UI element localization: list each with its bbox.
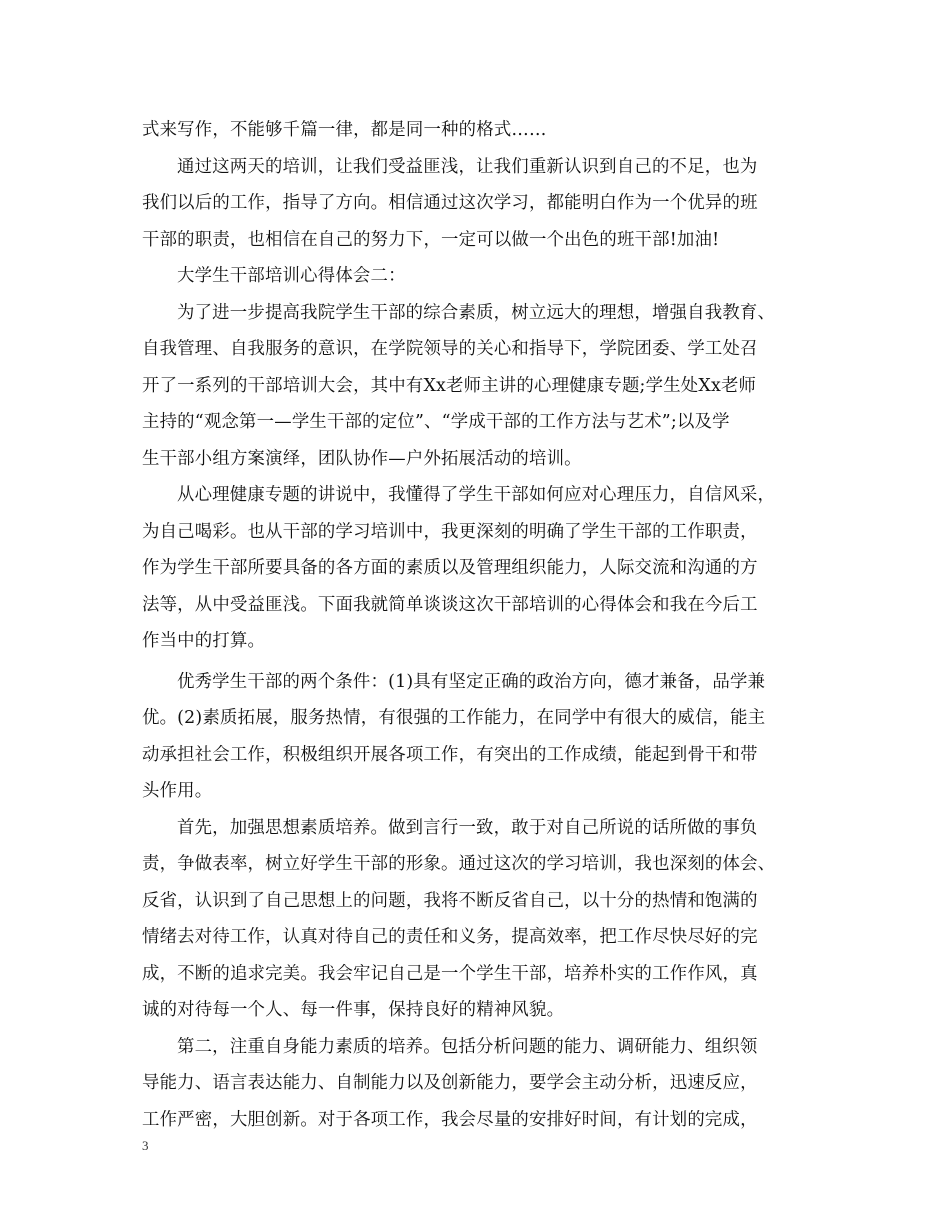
section-heading: 大学生干部培训心得体会二： <box>177 266 406 286</box>
text-line: 我们以后的工作，指导了方向。相信通过这次学习，都能明白作为一个优异的班 <box>142 193 758 213</box>
text-line: 法等，从中受益匪浅。下面我就简单谈谈这次干部培训的心得体会和我在今后工 <box>142 594 758 615</box>
text-line: 工作严密，大胆创新。对于各项工作，我会尽量的安排好时间，有计划的完成， <box>142 1109 758 1130</box>
paragraph-first-line: 从心理健康专题的讲说中，我懂得了学生干部如何应对心理压力，自信风采， <box>177 485 776 505</box>
text-line: 头作用。 <box>142 781 213 801</box>
paragraph-first-line: 首先，加强思想素质培养。做到言行一致，敢于对自己所说的话所做的事负 <box>177 817 758 838</box>
text-line: 干部的职责，也相信在自己的努力下，一定可以做一个出色的班干部!加油! <box>142 229 720 250</box>
page-number: 3 <box>142 1138 149 1153</box>
text-line: 情绪去对待工作，认真对待自己的责任和义务，提高效率，把工作尽快尽好的完 <box>142 927 758 947</box>
paragraph-first-line: 优秀学生干部的两个条件：(1)具有坚定正确的政治方向，德才兼备，品学兼 <box>177 671 766 692</box>
text-line: 优。(2)素质拓展，服务热情，有很强的工作能力，在同学中有很大的威信，能主 <box>142 708 766 728</box>
text-line: 开了一系列的干部培训大会，其中有Xx老师主讲的心理健康专题;学生处Xx老师 <box>142 375 757 396</box>
text-line: 责，争做表率，树立好学生干部的形象。通过这次的学习培训，我也深刻的体会、 <box>142 854 776 874</box>
text-line: 为自己喝彩。也从干部的学习培训中，我更深刻的明确了学生干部的工作职责， <box>142 521 758 542</box>
text-line: 作为学生干部所要具备的各方面的素质以及管理组织能力，人际交流和沟通的方 <box>142 558 758 578</box>
document-body <box>142 112 822 1138</box>
text-line: 反省，认识到了自己思想上的问题，我将不断反省自己，以十分的热情和饱满的 <box>142 890 758 911</box>
text-line: 导能力、语言表达能力、自制能力以及创新能力，要学会主动分析，迅速反应， <box>142 1073 758 1093</box>
paragraph-first-line: 为了进一步提高我院学生干部的综合素质，树立远大的理想，增强自我教育、 <box>177 302 776 323</box>
text-line: 动承担社会工作，积极组织开展各项工作，有突出的工作成绩，能起到骨干和带 <box>142 744 758 765</box>
text-line: 成，不断的追求完美。我会牢记自己是一个学生干部，培养朴实的工作作风，真 <box>142 963 758 984</box>
text-line: 主持的“观念第一—学生干部的定位”、“学成干部的工作方法与艺术”;以及学 <box>142 412 730 432</box>
paragraph-first-line: 通过这两天的培训，让我们受益匪浅，让我们重新认识到自己的不足，也为 <box>177 156 758 177</box>
text-line: 生干部小组方案演绎，团队协作—户外拓展活动的培训。 <box>142 448 582 469</box>
paragraph-first-line: 第二，注重自身能力素质的培养。包括分析问题的能力、调研能力、组织领 <box>177 1036 758 1057</box>
text-line: 自我管理、自我服务的意识，在学院领导的关心和指导下，学院团委、学工处召 <box>142 339 758 359</box>
text-line: 诚的对待每一个人、每一件事，保持良好的精神风貌。 <box>142 1000 565 1020</box>
text-line: 式来写作，不能够千篇一律，都是同一种的格式…… <box>142 120 547 140</box>
text-line: 作当中的打算。 <box>142 631 266 651</box>
